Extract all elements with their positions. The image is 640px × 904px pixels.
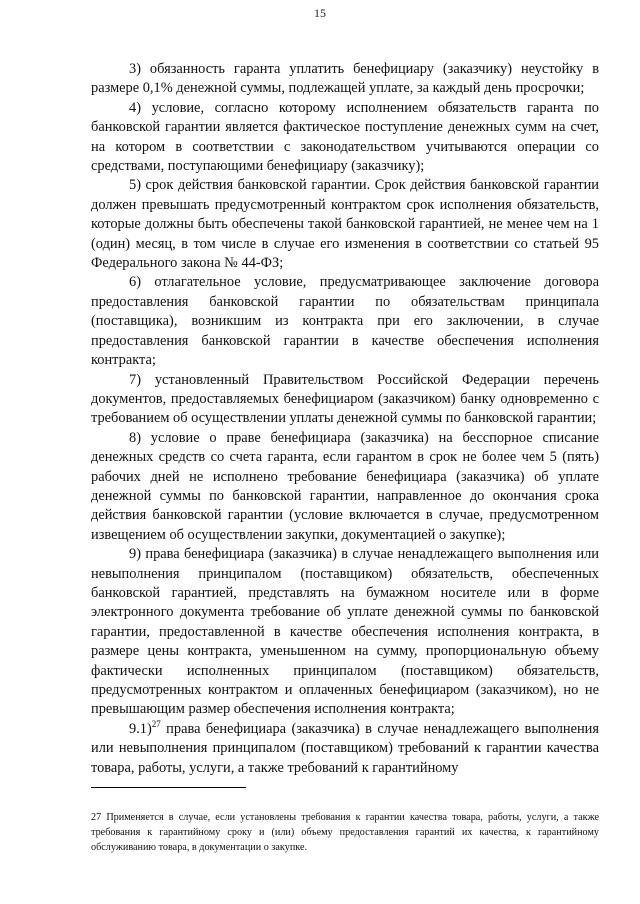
paragraph-item-6: 6) отлагательное условие, предусматривающее заключение договора предоставления банковской гарантии по обязательствам принципала (поставщика), возникшим из контракта при его заключении, в случае предоставления банковской гарантии в качестве обеспечения исполнения контракта; [91,274,599,369]
paragraph-item-3: 3) обязанность гаранта уплатить бенефициару (заказчику) неустойку в размере 0,1% денежной суммы, подлежащей уплате, за каждый день просрочки; [91,61,599,97]
paragraph-item-7: 7) установленный Правительством Российской Федерации перечень документов, предоставляемых бенефициаром (заказчиком) банку одновременно с требованием об осуществлении уплаты денежной суммы по банковской гарантии; [91,371,599,427]
paragraph-item-8: 8) условие о праве бенефициара (заказчика) на бесспорное списание денежных средств со счета гаранта, если гарантом в срок не более чем 5 (пять) рабочих дней не исполнено требование бенефициара (заказчика) об уплате денежной суммы по банковской гарантии, направленное до окончания срока действия банковской гарантии (условие включается в случае, предусмотренном извещением об осуществлении закупки, документацией о закупке); [91,429,599,543]
paragraph-item-5: 5) срок действия банковской гарантии. Срок действия банковской гарантии должен превышать предусмотренный контрактом срок исполнения обязательств, которые должны быть обеспечены такой банковской гарантией, не менее чем на 1 (один) месяц, в том числе в случае его изменения в соответствии со статьей 95 Федерального закона № 44-ФЗ; [91,177,599,272]
page-number: 15 [314,6,326,20]
footnote-text: 27 Применяется в случае, если установлены требования к гарантии качества товара, работы, услуги, а также требования к гарантийному сроку и (или) объему предоставления гарантий их качества, к гарантийному обслуживанию товара, в документации о закупке. [91,812,599,853]
main-text [91,60,599,778]
paragraph-item-9-1 [91,720,599,778]
paragraph-prefix: 9.1) [129,720,152,737]
footnote-reference: 27 [151,719,161,730]
footnote-separator [91,787,246,788]
paragraph-text: права бенефициара (заказчика) в случае ненадлежащего выполнения или невыполнения принципалом (поставщиком) требований к гарантии качества товара, работы, услуги, а также требований к гарантийному [91,720,599,776]
paragraph-item-9: 9) права бенефициара (заказчика) в случае ненадлежащего выполнения или невыполнения принципалом (поставщиком) обязательств, обеспеченных банковской гарантией, представлять на бумажном носителе или в форме электронного документа требование об уплате денежной суммы по банковской гарантии, предоставленной в качестве обеспечения исполнения контракта, в размере цены контракта, уменьшенном на сумму, пропорциональную объему фактически исполненных принципалом (поставщиком) обязательств, предусмотренных контрактом и оплаченных бенефициаром (заказчиком), но не превышающим размер обеспечения исполнения контракта; [91,546,599,718]
paragraph-item-4: 4) условие, согласно которому исполнением обязательств гаранта по банковской гарантии является фактическое поступление денежных сумм на счет, на котором в соответствии с законодательством учитываются операции со средствами, поступающими бенефициару (заказчику); [91,99,599,175]
footnote [91,810,599,855]
